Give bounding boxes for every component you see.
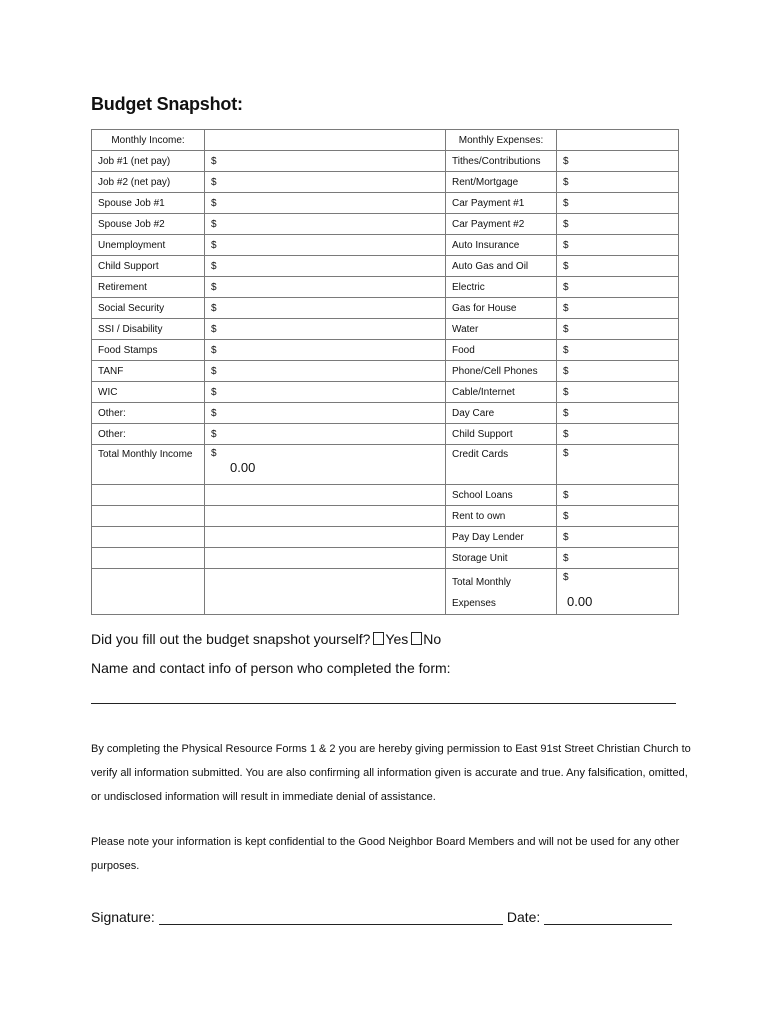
income-amount-cell-text: $ [211, 260, 217, 272]
income-amount-cell-text: $ [211, 428, 217, 440]
budget-table [91, 129, 679, 615]
signature-label: Signature: [91, 909, 155, 925]
total-income-value: 0.00 [230, 460, 256, 475]
table-row [92, 361, 679, 382]
expense-label-cell-text: Child Support [452, 428, 513, 440]
confidentiality-paragraph: Please note your information is kept confidential to the Good Neighbor Board Members and will not be used for any other purposes. [91, 836, 680, 872]
income-label-cell-text: Other: [98, 428, 126, 440]
date-line[interactable] [544, 909, 672, 925]
expense-label-cell-text: Gas for House [452, 302, 517, 314]
expense-amount-cell-text: $ [563, 428, 569, 440]
expense-label-cell-text: Credit Cards [452, 449, 509, 460]
expense-amount-cell[interactable] [557, 193, 679, 214]
expense-label-cell [446, 319, 557, 340]
expense-label-cell-text: School Loans [452, 489, 513, 501]
income-amount-cell-text: $ [211, 448, 217, 459]
date-label: Date: [506, 909, 541, 925]
expense-label-cell [446, 340, 557, 361]
income-amount-cell[interactable] [205, 256, 446, 277]
income-amount-cell-text: $ [211, 344, 217, 356]
income-amount-cell[interactable] [205, 403, 446, 424]
table-row [92, 193, 679, 214]
table-row [92, 256, 679, 277]
expense-amount-cell-text: $ [563, 239, 569, 251]
table-row [92, 151, 679, 172]
expense-label-cell [446, 382, 557, 403]
expense-label-cell [446, 193, 557, 214]
expense-amount-cell[interactable] [557, 214, 679, 235]
expense-label-cell [446, 403, 557, 424]
expense-amount-cell[interactable] [557, 527, 679, 548]
table-row [92, 527, 679, 548]
contact-info-line[interactable] [91, 703, 676, 704]
income-label-cell-text: Unemployment [98, 239, 166, 251]
expense-label-cell [446, 569, 557, 615]
page-title: Budget Snapshot: [91, 94, 243, 114]
expense-amount-cell[interactable] [557, 424, 679, 445]
table-row [92, 298, 679, 319]
expense-label-cell [446, 485, 557, 506]
expense-amount-cell[interactable] [557, 485, 679, 506]
expense-label-cell [446, 361, 557, 382]
expense-label-cell-text: Car Payment #2 [452, 218, 525, 230]
signature-line[interactable] [159, 909, 503, 925]
expense-label-cell-text: Rent to own [452, 510, 506, 522]
expense-label-cell [446, 172, 557, 193]
income-amount-cell-text: $ [211, 218, 217, 230]
expense-amount-cell[interactable] [557, 256, 679, 277]
income-label-cell-text: Social Security [98, 302, 165, 314]
income-label-cell [92, 403, 205, 424]
income-label-cell-text: Child Support [98, 260, 159, 272]
table-row [92, 214, 679, 235]
expense-amount-cell-text: $ [563, 260, 569, 272]
expense-amount-cell[interactable] [557, 403, 679, 424]
income-label-cell [92, 151, 205, 172]
income-amount-cell-text: $ [211, 365, 217, 377]
income-amount-cell[interactable] [205, 382, 446, 403]
table-row [92, 506, 679, 527]
expense-label-cell-text: Auto Insurance [452, 239, 520, 251]
table-row [92, 235, 679, 256]
expense-amount-cell-text: $ [563, 510, 569, 522]
income-amount-cell[interactable] [205, 548, 446, 569]
income-amount-cell[interactable] [205, 361, 446, 382]
income-label-cell [92, 382, 205, 403]
income-amount-cell-text: $ [211, 176, 217, 188]
expense-label-cell-text: Pay Day Lender [452, 531, 524, 543]
income-label-cell [92, 569, 205, 615]
expense-amount-cell-text: $ [563, 386, 569, 398]
permission-paragraph: By completing the Physical Resource Forms 1 & 2 you are hereby giving permission to East 91st Street Christian Church to verify all information submitted. You are also confirming all information given is accurate and true. Any falsification, omitted, or undisclosed information will result in immediate denial of assistance. [91, 743, 691, 803]
expense-label-cell-text: Total Monthly Expenses [452, 577, 511, 609]
expense-amount-cell[interactable] [557, 172, 679, 193]
income-label-cell [92, 319, 205, 340]
income-amount-cell[interactable] [205, 340, 446, 361]
income-amount-cell-text: $ [211, 239, 217, 251]
expense-label-cell [446, 298, 557, 319]
expense-amount-cell[interactable] [557, 445, 679, 485]
table-row [92, 340, 679, 361]
income-label-cell [92, 172, 205, 193]
expense-label-cell [446, 214, 557, 235]
income-amount-cell-text: $ [211, 386, 217, 398]
expense-amount-cell-text: $ [563, 218, 569, 230]
income-amount-cell[interactable] [205, 172, 446, 193]
income-label-cell [92, 527, 205, 548]
income-label-cell-text: Spouse Job #1 [98, 197, 165, 209]
income-label-cell-text: Job #1 (net pay) [98, 155, 171, 167]
signature-row [91, 909, 672, 925]
income-amount-cell[interactable] [205, 193, 446, 214]
income-label-cell [92, 277, 205, 298]
income-label-cell-text: WIC [98, 386, 118, 398]
income-amount-cell-text: $ [211, 281, 217, 293]
income-label-cell [92, 424, 205, 445]
expense-amount-cell-text: $ [563, 344, 569, 356]
expense-label-cell-text: Food [452, 344, 475, 356]
expense-amount-cell[interactable] [557, 548, 679, 569]
income-label-cell-text: Retirement [98, 281, 147, 293]
expense-label-cell-text: Electric [452, 281, 485, 293]
expense-amount-cell[interactable] [557, 569, 679, 615]
income-label-cell-text: Total Monthly Income [98, 449, 193, 460]
expense-amount-cell[interactable] [557, 340, 679, 361]
table-row [92, 319, 679, 340]
income-amount-cell-text: $ [211, 302, 217, 314]
expense-label-cell-text: Storage Unit [452, 552, 508, 564]
expense-amount-cell-text: $ [563, 572, 569, 583]
income-amount-cell[interactable] [205, 298, 446, 319]
total-expenses-value: 0.00 [567, 594, 593, 609]
income-label-cell-text: Other: [98, 407, 126, 419]
income-label-cell [92, 445, 205, 485]
yes-label: Yes [385, 631, 409, 647]
expense-label-cell [446, 151, 557, 172]
expense-amount-cell-text: $ [563, 489, 569, 501]
expense-amount-cell[interactable] [557, 506, 679, 527]
expense-label-cell [446, 527, 557, 548]
expense-amount-cell[interactable] [557, 235, 679, 256]
income-amount-cell[interactable] [205, 277, 446, 298]
expense-label-cell [446, 506, 557, 527]
income-amount-cell[interactable] [205, 506, 446, 527]
table-header-row [92, 130, 679, 151]
income-label-cell [92, 193, 205, 214]
expense-amount-cell[interactable] [557, 298, 679, 319]
expense-amount-cell-text: $ [563, 552, 569, 564]
income-label-cell [92, 485, 205, 506]
expense-amount-cell[interactable] [557, 361, 679, 382]
income-label-cell [92, 548, 205, 569]
expense-label-cell [446, 424, 557, 445]
income-label-cell-text: Spouse Job #2 [98, 218, 165, 230]
expense-amount-cell-text: $ [563, 197, 569, 209]
income-label-cell [92, 298, 205, 319]
income-label-cell-text: Food Stamps [98, 344, 158, 356]
income-label-cell-text: SSI / Disability [98, 323, 163, 335]
income-label-cell-text: TANF [98, 365, 124, 377]
table-row [92, 172, 679, 193]
income-amount-cell[interactable] [205, 235, 446, 256]
table-row [92, 445, 679, 485]
expense-label-cell-text: Water [452, 323, 479, 335]
income-amount-cell[interactable] [205, 527, 446, 548]
income-amount-cell[interactable] [205, 569, 446, 615]
expenses-header-blank [557, 130, 679, 151]
self-filled-question [91, 631, 441, 647]
expense-label-cell [446, 277, 557, 298]
table-row [92, 403, 679, 424]
income-label-cell [92, 506, 205, 527]
income-amount-cell-text: $ [211, 323, 217, 335]
expense-amount-cell[interactable] [557, 319, 679, 340]
income-amount-cell-text: $ [211, 155, 217, 167]
no-label: No [423, 631, 442, 647]
table-row [92, 569, 679, 615]
expense-label-cell-text: Phone/Cell Phones [452, 365, 538, 377]
expense-amount-cell-text: $ [563, 448, 569, 459]
table-row [92, 548, 679, 569]
expense-label-cell-text: Day Care [452, 407, 495, 419]
income-amount-cell[interactable] [205, 319, 446, 340]
expenses-header: Monthly Expenses: [446, 130, 557, 151]
expense-amount-cell-text: $ [563, 365, 569, 377]
question-text: Did you fill out the budget snapshot yourself? [91, 631, 371, 647]
expense-amount-cell-text: $ [563, 155, 569, 167]
income-amount-cell-text: $ [211, 197, 217, 209]
table-row [92, 424, 679, 445]
expense-label-cell [446, 256, 557, 277]
income-label-cell [92, 235, 205, 256]
expense-amount-cell-text: $ [563, 281, 569, 293]
expense-amount-cell-text: $ [563, 176, 569, 188]
expense-label-cell-text: Rent/Mortgage [452, 176, 519, 188]
income-amount-cell[interactable] [205, 424, 446, 445]
expense-label-cell-text: Tithes/Contributions [452, 155, 541, 167]
expense-label-cell [446, 548, 557, 569]
expense-amount-cell[interactable] [557, 277, 679, 298]
income-label-cell [92, 361, 205, 382]
no-checkbox[interactable] [411, 632, 422, 645]
table-row [92, 382, 679, 403]
expense-amount-cell-text: $ [563, 531, 569, 543]
expense-amount-cell-text: $ [563, 302, 569, 314]
income-amount-cell[interactable] [205, 485, 446, 506]
income-label-cell-text: Job #2 (net pay) [98, 176, 171, 188]
income-header: Monthly Income: [92, 130, 205, 151]
income-amount-cell[interactable] [205, 214, 446, 235]
income-amount-cell-text: $ [211, 407, 217, 419]
contact-info-label: Name and contact info of person who completed the form: [91, 660, 451, 676]
expense-label-cell-text: Auto Gas and Oil [452, 260, 529, 272]
expense-amount-cell[interactable] [557, 151, 679, 172]
expense-amount-cell[interactable] [557, 382, 679, 403]
expense-amount-cell-text: $ [563, 407, 569, 419]
yes-checkbox[interactable] [373, 632, 384, 645]
income-amount-cell[interactable] [205, 151, 446, 172]
income-label-cell [92, 340, 205, 361]
income-label-cell [92, 214, 205, 235]
expense-amount-cell-text: $ [563, 323, 569, 335]
income-header-blank [205, 130, 446, 151]
expense-label-cell-text: Car Payment #1 [452, 197, 525, 209]
expense-label-cell [446, 445, 557, 485]
table-row [92, 485, 679, 506]
table-row [92, 277, 679, 298]
expense-label-cell-text: Cable/Internet [452, 386, 515, 398]
expense-label-cell [446, 235, 557, 256]
income-label-cell [92, 256, 205, 277]
income-amount-cell[interactable] [205, 445, 446, 485]
